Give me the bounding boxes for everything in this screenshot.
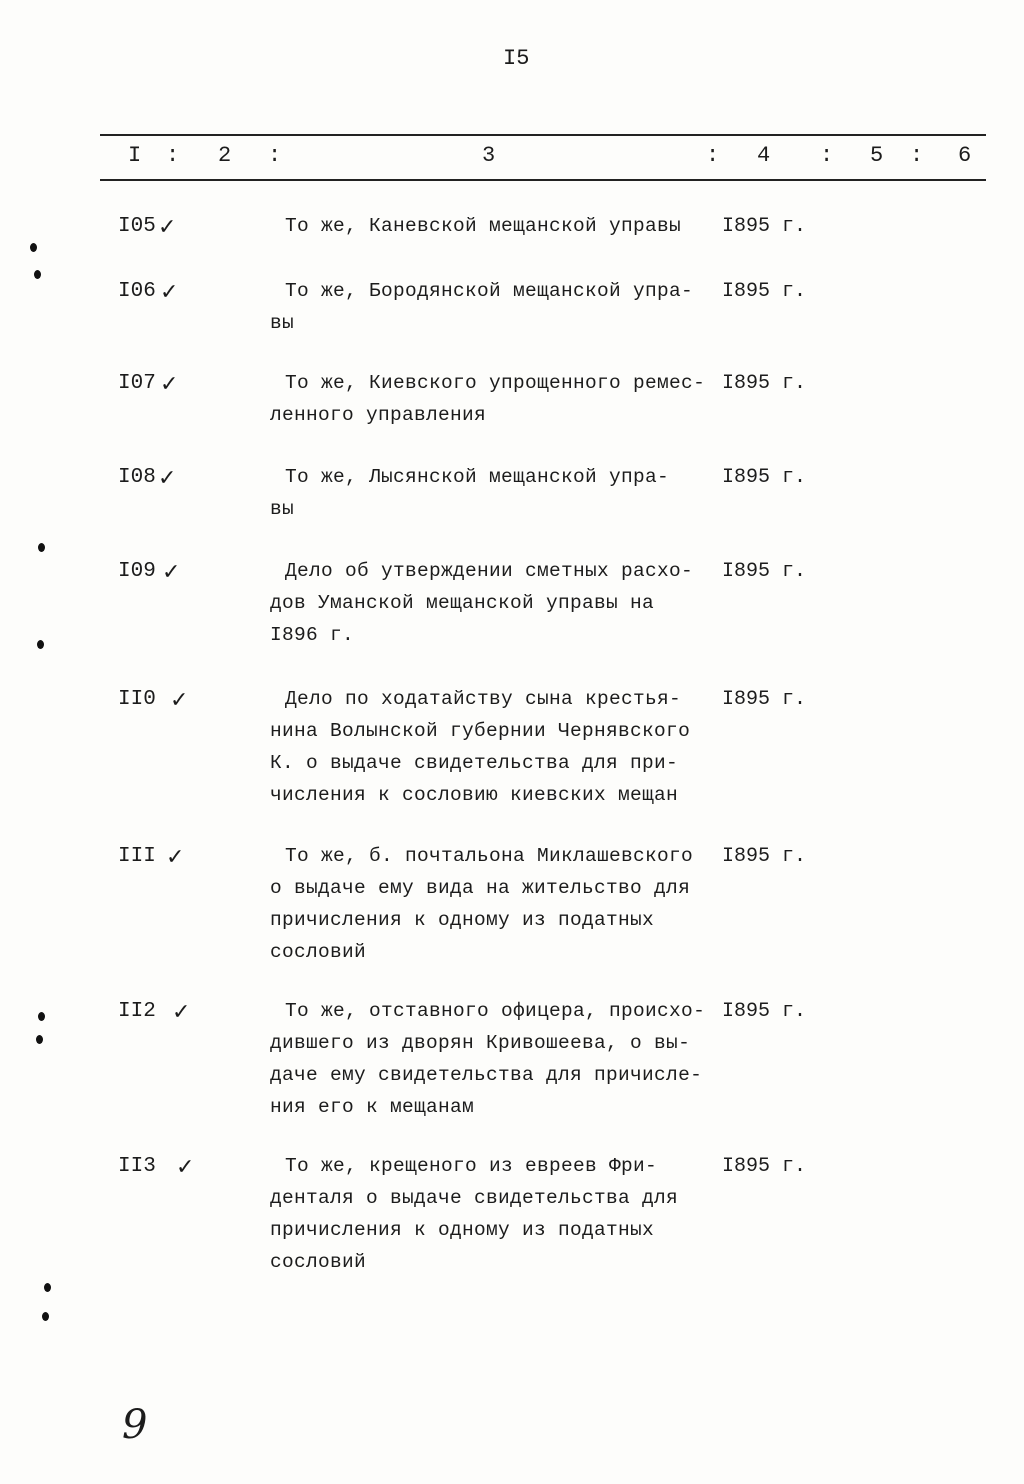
- punch-hole-mark: [30, 243, 37, 252]
- check-mark-icon: ✓: [158, 215, 177, 240]
- description-line: То же, отставного офицера, происхо-: [285, 1000, 706, 1022]
- description-line: ния его к мещанам: [270, 1096, 475, 1118]
- punch-hole-mark: [37, 640, 44, 649]
- description-line: То же, Каневской мещанской управы: [285, 215, 682, 237]
- description-line: То же, крещеного из евреев Фри-: [285, 1155, 658, 1177]
- year: I895 г.: [722, 215, 807, 238]
- description-line: даче ему свидетельства для причисле-: [270, 1064, 703, 1086]
- col-sep: :: [268, 143, 282, 168]
- col-4: 4: [757, 143, 771, 168]
- check-mark-icon: ✓: [160, 280, 179, 305]
- punch-hole-mark: [42, 1312, 49, 1321]
- description-line: К. о выдаче свидетельства для при-: [270, 752, 679, 774]
- description-line: причисления к одному из податных: [270, 909, 655, 931]
- header-rule-top: [100, 134, 986, 136]
- check-mark-icon: ✓: [166, 845, 185, 870]
- check-mark-icon: ✓: [160, 372, 179, 397]
- description-line: ленного управления: [270, 404, 487, 426]
- item-number: I07: [118, 372, 156, 395]
- description-line: Дело об утверждении сметных расхо-: [285, 560, 694, 582]
- item-number: I09: [118, 560, 156, 583]
- year: I895 г.: [722, 372, 807, 395]
- description-line: I896 г.: [270, 624, 355, 646]
- description-line: причисления к одному из податных: [270, 1219, 655, 1241]
- description-line: дившего из дворян Кривошеева, о вы-: [270, 1032, 691, 1054]
- item-number: II0: [118, 688, 156, 711]
- check-mark-icon: ✓: [172, 1000, 191, 1025]
- year: I895 г.: [722, 845, 807, 868]
- item-number: I05: [118, 215, 156, 238]
- description-line: числения к сословию киевских мещан: [270, 784, 679, 806]
- item-number: I08: [118, 466, 156, 489]
- description-line: вы: [270, 312, 295, 334]
- year: I895 г.: [722, 560, 807, 583]
- description-line: дов Уманской мещанской управы на: [270, 592, 655, 614]
- col-sep: :: [706, 143, 720, 168]
- page-number: I5: [503, 46, 530, 71]
- year: I895 г.: [722, 688, 807, 711]
- item-number: I06: [118, 280, 156, 303]
- punch-hole-mark: [38, 543, 45, 552]
- check-mark-icon: ✓: [176, 1155, 195, 1180]
- description-line: сословий: [270, 1251, 367, 1273]
- description-line: сословий: [270, 941, 367, 963]
- col-sep: :: [820, 143, 834, 168]
- header-rule-bottom: [100, 179, 986, 181]
- punch-hole-mark: [34, 270, 41, 279]
- col-1: I: [128, 143, 142, 168]
- year: I895 г.: [722, 1000, 807, 1023]
- description-line: То же, Бородянской мещанской упра-: [285, 280, 694, 302]
- item-number: II2: [118, 1000, 156, 1023]
- col-6: 6: [958, 143, 972, 168]
- punch-hole-mark: [36, 1035, 43, 1044]
- col-2: 2: [218, 143, 232, 168]
- punch-hole-mark: [38, 1012, 45, 1021]
- check-mark-icon: ✓: [158, 466, 177, 491]
- handwritten-note: 9: [122, 1402, 148, 1448]
- item-number: II3: [118, 1155, 156, 1178]
- punch-hole-mark: [44, 1283, 51, 1292]
- description-line: То же, Лысянской мещанской упра-: [285, 466, 670, 488]
- description-line: вы: [270, 498, 295, 520]
- description-line: денталя о выдаче свидетельства для: [270, 1187, 679, 1209]
- description-line: То же, б. почтальона Миклашевского: [285, 845, 694, 867]
- year: I895 г.: [722, 1155, 807, 1178]
- description-line: нина Волынской губернии Чернявского: [270, 720, 691, 742]
- description-line: о выдаче ему вида на жительство для: [270, 877, 691, 899]
- year: I895 г.: [722, 280, 807, 303]
- col-sep: :: [910, 143, 924, 168]
- check-mark-icon: ✓: [162, 560, 181, 585]
- year: I895 г.: [722, 466, 807, 489]
- col-5: 5: [870, 143, 884, 168]
- item-number: III: [118, 845, 156, 868]
- col-sep: :: [166, 143, 180, 168]
- description-line: То же, Киевского упрощенного ремес-: [285, 372, 706, 394]
- col-3: 3: [482, 143, 496, 168]
- check-mark-icon: ✓: [170, 688, 189, 713]
- description-line: Дело по ходатайству сына крестья-: [285, 688, 682, 710]
